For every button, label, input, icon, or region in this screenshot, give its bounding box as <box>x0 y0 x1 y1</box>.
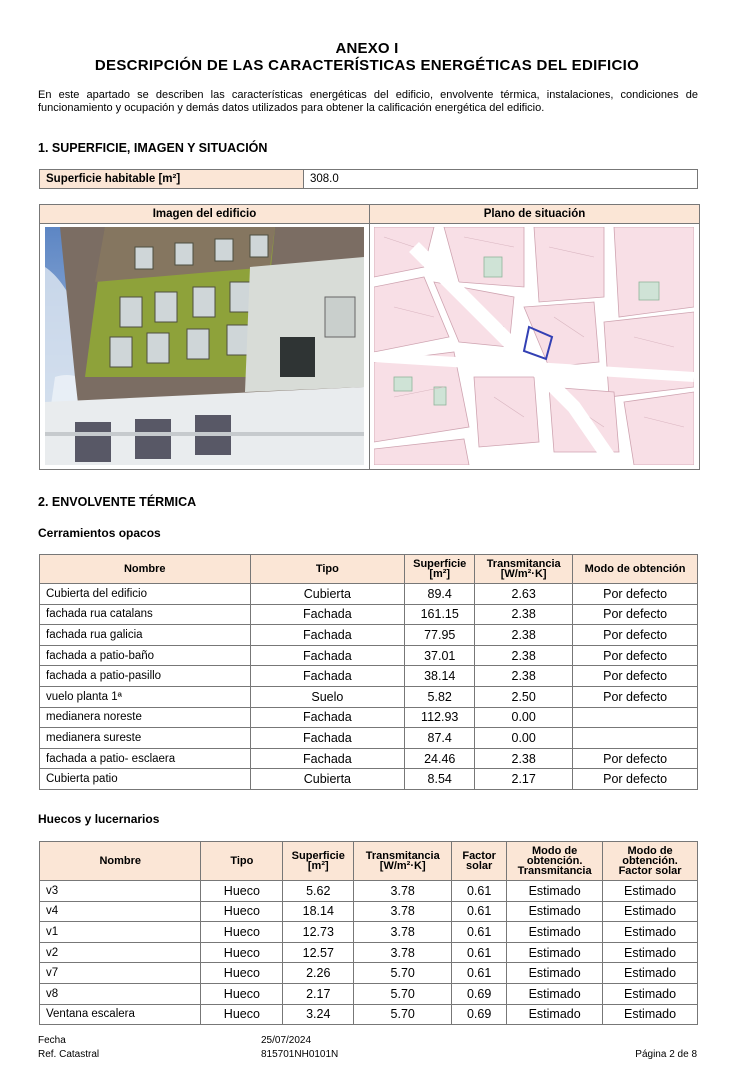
table-cell: 2.38 <box>475 625 573 646</box>
table-cell: Hueco <box>201 922 283 943</box>
table-row <box>40 604 698 625</box>
table-cell: 5.70 <box>354 963 452 984</box>
table-cell: Estimado <box>507 963 603 984</box>
table-cell: 5.62 <box>283 881 354 902</box>
table-cell: Por defecto <box>573 625 698 646</box>
table-cell: Ventana escalera <box>40 1004 201 1025</box>
table-row <box>40 748 698 769</box>
annex-title: ANEXO I <box>335 40 399 57</box>
table-row <box>40 584 698 605</box>
table-cell: 2.17 <box>475 769 573 790</box>
page-number: Página 2 de 8 <box>635 1049 697 1060</box>
table-cell: 3.78 <box>354 901 452 922</box>
table-cell: 12.57 <box>283 942 354 963</box>
table-cell: fachada rua galicia <box>40 625 251 646</box>
table-cell: Por defecto <box>573 748 698 769</box>
huecos-table <box>39 841 698 1025</box>
table-cell: 2.50 <box>475 686 573 707</box>
table-cell: 5.70 <box>354 1004 452 1025</box>
opacos-body <box>40 584 698 790</box>
table-cell: Por defecto <box>573 769 698 790</box>
table-cell: 2.63 <box>475 584 573 605</box>
table-cell: Estimado <box>507 922 603 943</box>
superficie-label: Superficie habitable [m²] <box>40 170 304 189</box>
table-cell: Fachada <box>250 625 405 646</box>
table-cell: medianera sureste <box>40 728 251 749</box>
table-cell: 8.54 <box>405 769 475 790</box>
table-cell: 3.24 <box>283 1004 354 1025</box>
table-cell: 3.78 <box>354 922 452 943</box>
table-cell: fachada a patio-baño <box>40 645 251 666</box>
column-header: Modo de obtención. Transmitancia <box>507 842 603 881</box>
table-cell: v4 <box>40 901 201 922</box>
table-cell: Por defecto <box>573 666 698 687</box>
table-cell: 0.69 <box>452 983 507 1004</box>
column-header: Transmitancia [W/m²·K] <box>475 555 573 584</box>
table-cell: Estimado <box>603 942 698 963</box>
opacos-title: Cerramientos opacos <box>38 526 161 540</box>
table-cell: fachada a patio- esclaera <box>40 748 251 769</box>
table-cell: 77.95 <box>405 625 475 646</box>
column-header: Modo de obtención <box>573 555 698 584</box>
column-header: Modo de obtención. Factor solar <box>603 842 698 881</box>
table-cell <box>573 728 698 749</box>
table-cell: Estimado <box>507 881 603 902</box>
document-title: DESCRIPCIÓN DE LAS CARACTERÍSTICAS ENERGÉTICAS DEL EDIFICIO <box>94 57 640 74</box>
table-row <box>40 728 698 749</box>
table-row <box>40 963 698 984</box>
image-and-map-panel <box>39 204 700 470</box>
table-cell: Estimado <box>507 1004 603 1025</box>
table-cell: Hueco <box>201 1004 283 1025</box>
table-cell: Estimado <box>603 983 698 1004</box>
section-2-title: 2. ENVOLVENTE TÉRMICA <box>38 495 197 509</box>
table-row <box>40 881 698 902</box>
table-cell: 2.38 <box>475 666 573 687</box>
table-row <box>40 983 698 1004</box>
column-header: Nombre <box>40 842 201 881</box>
intro-paragraph: En este apartado se describen las características energéticas del edificio, envolvente térmica, instalaciones, condiciones de funcionamiento y ocupación y demás datos utilizados para obtener la calificación energética del edificio. <box>38 89 698 114</box>
table-row <box>40 922 698 943</box>
table-row <box>40 666 698 687</box>
table-cell: 38.14 <box>405 666 475 687</box>
table-cell: Por defecto <box>573 604 698 625</box>
table-row <box>40 170 698 189</box>
table-cell: Fachada <box>250 748 405 769</box>
table-cell: Fachada <box>250 707 405 728</box>
table-cell: 87.4 <box>405 728 475 749</box>
opacos-table <box>39 554 698 790</box>
table-cell: Estimado <box>507 942 603 963</box>
column-header: Transmitancia [W/m²·K] <box>354 842 452 881</box>
column-header: Factor solar <box>452 842 507 881</box>
table-cell: 2.38 <box>475 748 573 769</box>
table-cell: Fachada <box>250 645 405 666</box>
table-cell: Estimado <box>507 901 603 922</box>
table-cell: Fachada <box>250 666 405 687</box>
table-cell: v8 <box>40 983 201 1004</box>
table-cell: 5.70 <box>354 983 452 1004</box>
table-cell: 0.00 <box>475 707 573 728</box>
building-photo <box>45 227 364 465</box>
table-row <box>40 901 698 922</box>
table-cell: 0.00 <box>475 728 573 749</box>
superficie-table <box>39 169 698 189</box>
table-cell: fachada rua catalans <box>40 604 251 625</box>
column-header: Superficie [m²] <box>405 555 475 584</box>
table-cell: Estimado <box>603 963 698 984</box>
table-cell <box>573 707 698 728</box>
footer-ref-value: 815701NH0101N <box>261 1049 339 1060</box>
table-row <box>40 942 698 963</box>
column-header: Tipo <box>201 842 283 881</box>
table-cell: Por defecto <box>573 686 698 707</box>
table-cell: Cubierta <box>250 769 405 790</box>
table-cell: Estimado <box>603 922 698 943</box>
table-cell: medianera noreste <box>40 707 251 728</box>
table-cell: Estimado <box>603 881 698 902</box>
table-cell: Por defecto <box>573 645 698 666</box>
table-cell: v3 <box>40 881 201 902</box>
table-cell: 0.61 <box>452 922 507 943</box>
table-cell: Cubierta patio <box>40 769 251 790</box>
table-cell: 161.15 <box>405 604 475 625</box>
column-header: Superficie [m²] <box>283 842 354 881</box>
table-cell: Hueco <box>201 901 283 922</box>
table-cell: 2.26 <box>283 963 354 984</box>
table-cell: Estimado <box>507 983 603 1004</box>
huecos-title: Huecos y lucernarios <box>38 812 160 826</box>
table-cell: Por defecto <box>573 584 698 605</box>
table-cell: 18.14 <box>283 901 354 922</box>
section-1-title: 1. SUPERFICIE, IMAGEN Y SITUACIÓN <box>38 141 268 155</box>
table-row <box>40 707 698 728</box>
table-cell: Hueco <box>201 881 283 902</box>
table-cell: 37.01 <box>405 645 475 666</box>
table-cell: Cubierta del edificio <box>40 584 251 605</box>
table-cell: 2.38 <box>475 645 573 666</box>
huecos-header-row <box>40 842 698 881</box>
table-cell: v2 <box>40 942 201 963</box>
table-cell: Hueco <box>201 963 283 984</box>
table-row <box>40 686 698 707</box>
table-cell: 0.61 <box>452 942 507 963</box>
table-cell: fachada a patio-pasillo <box>40 666 251 687</box>
table-cell: Estimado <box>603 901 698 922</box>
table-cell: Fachada <box>250 604 405 625</box>
footer-date-value: 25/07/2024 <box>261 1035 312 1046</box>
table-row <box>40 625 698 646</box>
table-cell: 0.69 <box>452 1004 507 1025</box>
panel-divider <box>369 205 370 469</box>
table-cell: 2.38 <box>475 604 573 625</box>
table-cell: Fachada <box>250 728 405 749</box>
table-cell: 89.4 <box>405 584 475 605</box>
table-row <box>40 769 698 790</box>
table-cell: Suelo <box>250 686 405 707</box>
huecos-body <box>40 881 698 1025</box>
table-cell: Hueco <box>201 983 283 1004</box>
table-cell: v1 <box>40 922 201 943</box>
table-cell: Estimado <box>603 1004 698 1025</box>
table-cell: vuelo planta 1ª <box>40 686 251 707</box>
building-image-header: Imagen del edificio <box>40 205 369 224</box>
location-map <box>374 227 694 465</box>
superficie-value: 308.0 <box>304 170 698 189</box>
table-row <box>40 645 698 666</box>
opacos-header-row <box>40 555 698 584</box>
table-cell: 5.82 <box>405 686 475 707</box>
table-cell: 0.61 <box>452 901 507 922</box>
footer-date-label: Fecha <box>38 1035 66 1046</box>
table-cell: 2.17 <box>283 983 354 1004</box>
table-cell: 0.61 <box>452 963 507 984</box>
table-cell: 24.46 <box>405 748 475 769</box>
table-cell: 3.78 <box>354 942 452 963</box>
table-cell: Hueco <box>201 942 283 963</box>
table-cell: 12.73 <box>283 922 354 943</box>
table-cell: 0.61 <box>452 881 507 902</box>
footer-ref-label: Ref. Catastral <box>38 1049 100 1060</box>
column-header: Tipo <box>250 555 405 584</box>
location-map-header: Plano de situación <box>370 205 699 224</box>
table-row <box>40 1004 698 1025</box>
column-header: Nombre <box>40 555 251 584</box>
table-cell: v7 <box>40 963 201 984</box>
table-cell: 3.78 <box>354 881 452 902</box>
table-cell: Cubierta <box>250 584 405 605</box>
table-cell: 112.93 <box>405 707 475 728</box>
